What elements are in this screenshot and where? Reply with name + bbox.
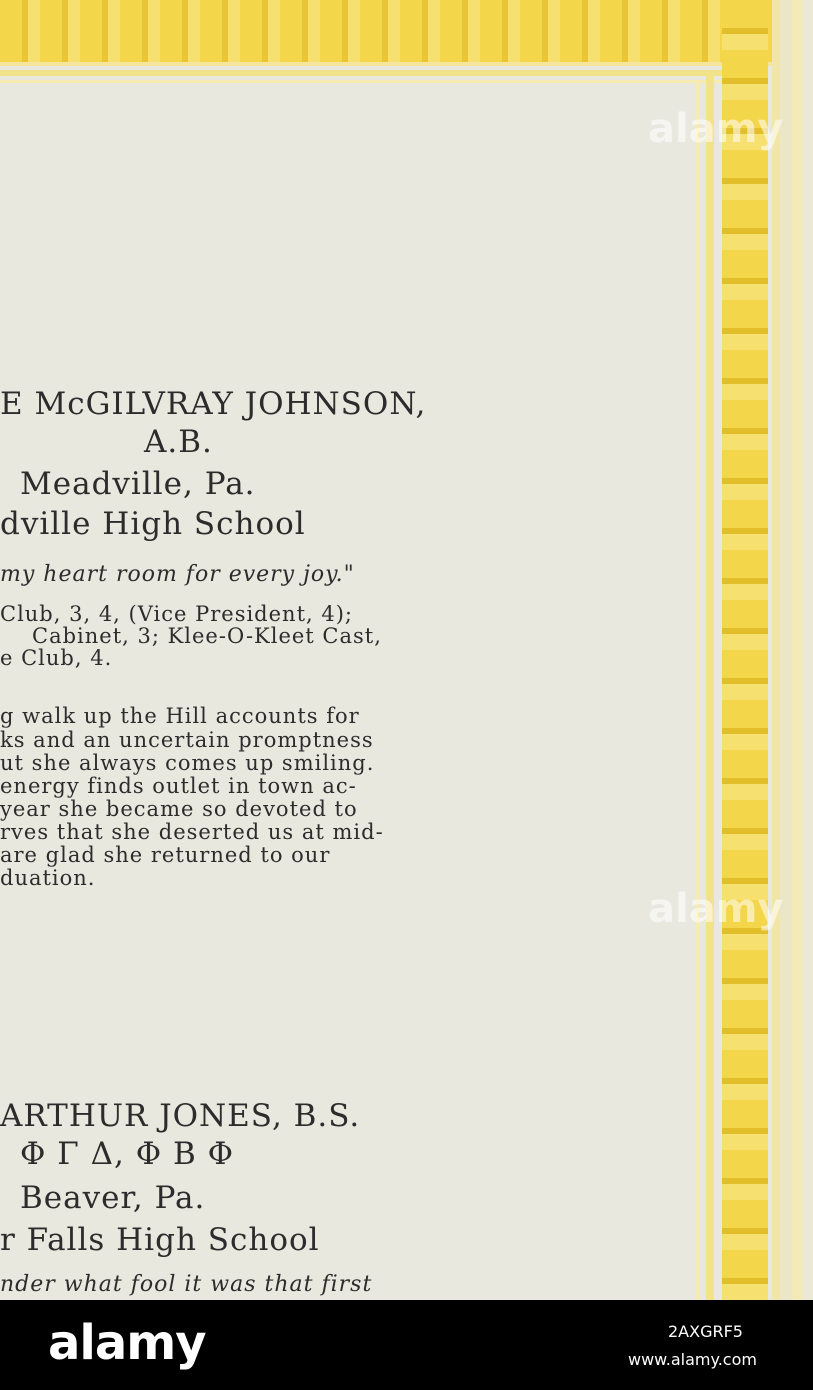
entry-fraternities: Φ Γ Δ, Φ Β Φ xyxy=(20,1136,235,1172)
ornamental-border-top xyxy=(0,0,813,66)
border-rule xyxy=(0,70,740,76)
site-url: www.alamy.com xyxy=(628,1350,757,1369)
entry-hometown: Meadville, Pa. xyxy=(20,466,256,502)
bio-line: g walk up the Hill accounts for xyxy=(0,704,360,728)
entry-name: E McGILVRAY JOHNSON, xyxy=(0,386,427,422)
bio-line: year she became so devoted to xyxy=(0,797,358,821)
entry-school: dville High School xyxy=(0,506,306,542)
entry-quote: nder what fool it was that first xyxy=(0,1272,373,1297)
bio-line: duation. xyxy=(0,866,96,890)
entry-degree: A.B. xyxy=(144,424,213,460)
watermark: alamy xyxy=(648,106,784,152)
image-id: 2AXGRF5 xyxy=(668,1322,743,1341)
bio-line: ut she always comes up smiling. xyxy=(0,751,375,775)
ornamental-border-right xyxy=(722,0,768,1300)
border-rule xyxy=(696,80,700,1300)
entry-hometown: Beaver, Pa. xyxy=(20,1180,206,1216)
entry-school: r Falls High School xyxy=(0,1222,320,1258)
activity-line: Cabinet, 3; Klee-O-Kleet Cast, xyxy=(32,624,382,648)
activity-line: Club, 3, 4, (Vice President, 4); xyxy=(0,602,353,626)
bio-line: rves that she deserted us at mid- xyxy=(0,820,384,844)
bio-line: energy finds outlet in town ac- xyxy=(0,774,357,798)
border-rule xyxy=(706,70,714,1300)
entry-quote: my heart room for every joy." xyxy=(0,562,355,587)
page-edge xyxy=(772,0,813,1300)
border-rule xyxy=(0,80,730,83)
activity-line: e Club, 4. xyxy=(0,646,113,670)
watermark: alamy xyxy=(648,886,784,932)
alamy-logo: alamy xyxy=(48,1315,206,1371)
bio-line: ks and an uncertain promptness xyxy=(0,728,374,752)
bio-line: are glad she returned to our xyxy=(0,843,331,867)
entry-name: ARTHUR JONES, B.S. xyxy=(0,1098,361,1134)
